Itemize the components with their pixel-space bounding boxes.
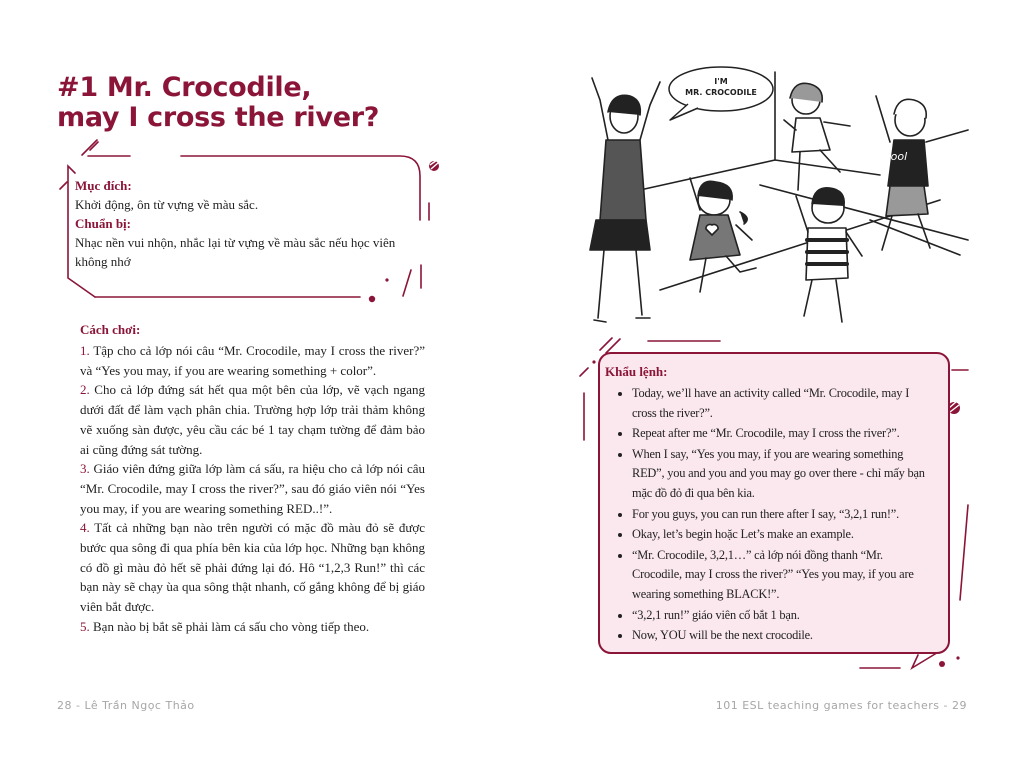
purpose-label: Mục đích: (75, 178, 132, 193)
command-item: • For you guys, you can run there after I say, “3,2,1 run!”. (632, 505, 931, 525)
goal-box (75, 176, 415, 271)
commands-list (605, 384, 931, 646)
step-item (80, 459, 425, 518)
step-item (80, 341, 425, 380)
title-line-2: may I cross the river? (57, 102, 380, 133)
speech-bubble-line1: I'M (714, 77, 728, 86)
step-number: 5. (80, 618, 90, 634)
step-text: Tập cho cả lớp nói câu “Mr. Crocodile, may I cross the river?” và “Yes you may, if you are wearing something + color”. (80, 343, 425, 378)
command-item: • When I say, “Yes you may, if you are wearing something RED”, you and you and you may go over there - chỉ mấy bạn mặc đồ đỏ đi qua bên kia. (632, 445, 931, 504)
step-text: Tất cả những bạn nào trên người có mặc đồ màu đỏ sẽ được bước qua sông đi qua phía bên kia của lớp học. Những bạn không có đồ gì màu đỏ hết sẽ phải đứng lại đó. Hô “1,2,3 Run!” thì các bạn này sẽ chạy ùa qua sông thật nhanh, cố gắng không để bị giáo viên bắt được. (80, 520, 426, 615)
command-item: • “Mr. Crocodile, 3,2,1…” cả lớp nói đồng thanh “Mr. Crocodile, may I cross the river?” “Yes you may, if you are wearing something BLACK!”. (632, 546, 931, 605)
command-item: • Now, YOU will be the next crocodile. (632, 626, 931, 646)
commands-label: Khẩu lệnh: (605, 364, 668, 379)
how-to-play-label: Cách chơi: (80, 322, 141, 337)
step-number: 1. (80, 343, 90, 358)
footer-right: 101 ESL teaching games for teachers - 29 (715, 699, 967, 712)
step-text: Giáo viên đứng giữa lớp làm cá sấu, ra hiệu cho cả lớp nói câu “Mr. Crocodile, may I cross the river?”, sau đó giáo viên nói “Yes you may, if you are wearing something RED..!”. (80, 461, 426, 516)
command-item: • “3,2,1 run!” giáo viên cố bắt 1 bạn. (632, 606, 931, 626)
prep-text: Nhạc nền vui nhộn, nhắc lại từ vựng về màu sắc nếu học viên không nhớ (75, 235, 396, 269)
step-item (80, 617, 425, 637)
step-number: 4. (80, 520, 90, 536)
step-text: Cho cả lớp đứng sát hết qua một bên của lớp, vẽ vạch ngang dưới đất để làm vạch phân chia. Trường hợp lớp trải thảm không vẽ xuống sàn được, yêu cầu các bé 1 tay chạm tường để đảm bảo ai cũng đứng sát tường. (80, 382, 426, 457)
speech-bubble-line2: MR. CROCODILE (685, 88, 757, 97)
command-item: • Today, we’ll have an activity called “Mr. Crocodile, may I cross the river?”. (632, 384, 931, 423)
commands (605, 362, 931, 647)
step-item (80, 518, 425, 617)
footer-left: 28 - Lê Trần Ngọc Thảo (57, 699, 195, 712)
command-item: • Okay, let’s begin hoặc Let’s make an example. (632, 525, 931, 545)
title-line-1: #1 Mr. Crocodile, (57, 72, 312, 103)
prep-label: Chuẩn bị: (75, 216, 131, 231)
how-to-play (80, 320, 425, 637)
cool-shirt-text: Cool (883, 150, 908, 163)
step-text: Bạn nào bị bắt sẽ phải làm cá sấu cho vòng tiếp theo. (93, 618, 370, 634)
command-item: • Repeat after me “Mr. Crocodile, may I cross the river?”. (632, 424, 931, 444)
step-number: 2. (80, 382, 90, 398)
step-number: 3. (80, 461, 90, 477)
purpose-text: Khởi động, ôn từ vựng về màu sắc. (75, 197, 259, 212)
page-title (57, 73, 379, 133)
step-item (80, 380, 425, 459)
classroom-illustration (590, 72, 968, 322)
